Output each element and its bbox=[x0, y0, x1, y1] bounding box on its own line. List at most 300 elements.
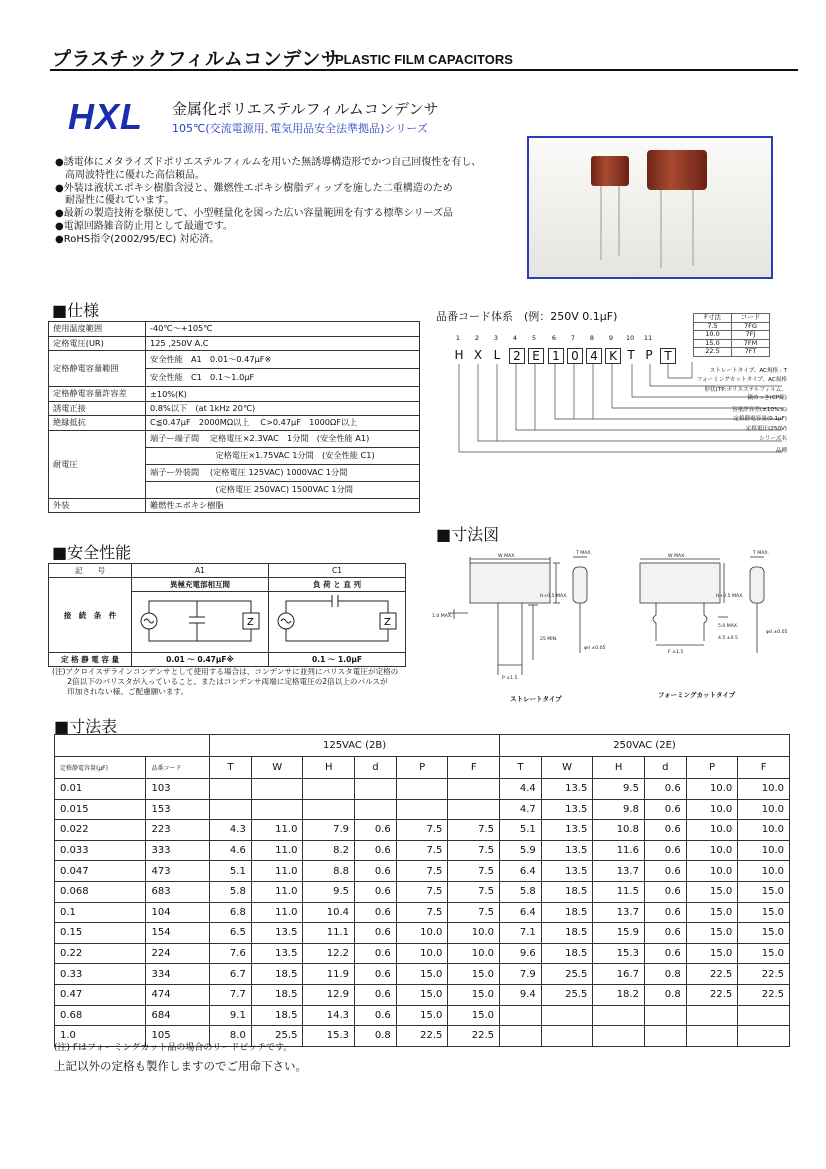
table-cell bbox=[396, 779, 448, 800]
dimension-table bbox=[54, 734, 790, 1047]
code-letter: X bbox=[473, 348, 483, 362]
dimension-drawing bbox=[428, 545, 798, 705]
position-number: 7 bbox=[570, 334, 576, 342]
spec-value: -40℃～+105℃ bbox=[146, 322, 420, 337]
table-cell: 0.6 bbox=[355, 881, 397, 902]
table-cell: 223 bbox=[146, 820, 210, 841]
table-cell: 18.5 bbox=[251, 964, 303, 985]
table-cell bbox=[541, 1026, 593, 1047]
table-cell: 10.0 bbox=[686, 861, 738, 882]
table-cell: 15.0 bbox=[686, 943, 738, 964]
code-letter: 1 bbox=[548, 348, 564, 364]
table-row bbox=[55, 984, 790, 1005]
table-cell: 7.5 bbox=[396, 881, 448, 902]
table-cell: 11.0 bbox=[251, 840, 303, 861]
table-cell: 7.5 bbox=[694, 322, 732, 331]
table-cell: 4.6 bbox=[210, 840, 252, 861]
spec-value: 難燃性エポキシ樹脂 bbox=[146, 498, 420, 513]
table-cell: 6.5 bbox=[210, 923, 252, 944]
annotation: 定格電圧(250V) bbox=[745, 426, 787, 432]
table-cell: 13.5 bbox=[541, 779, 593, 800]
code-letter: L bbox=[493, 348, 501, 362]
code-letter: T bbox=[627, 348, 635, 362]
spec-value: 定格電圧×1.75VAC 1分間 (安全性能 C1) bbox=[146, 447, 420, 464]
table-cell: 5.1 bbox=[500, 820, 542, 841]
table-cell: 7.6 bbox=[210, 943, 252, 964]
table-cell: 0.047 bbox=[55, 861, 146, 882]
table-cell: 13.5 bbox=[541, 799, 593, 820]
table-cell: 7FG bbox=[732, 322, 770, 331]
table-cell: 7.5 bbox=[448, 902, 500, 923]
table-cell: 9.1 bbox=[210, 1005, 252, 1026]
dim-label: W MAX. bbox=[668, 554, 686, 559]
table-cell: 11.9 bbox=[303, 964, 355, 985]
table-cell: 0.6 bbox=[355, 840, 397, 861]
product-name: 金属化ポリエステルフィルムコンデンサ bbox=[172, 100, 439, 118]
table-cell bbox=[303, 779, 355, 800]
table-cell: 103 bbox=[146, 779, 210, 800]
table-cell: 11.0 bbox=[251, 861, 303, 882]
table-cell: 8.8 bbox=[303, 861, 355, 882]
table-header: H bbox=[593, 757, 645, 779]
table-cell: 18.5 bbox=[541, 923, 593, 944]
table-cell: 15.0 bbox=[686, 902, 738, 923]
position-number: 6 bbox=[551, 334, 557, 342]
table-header: 接 続 条 件 bbox=[49, 578, 132, 653]
table-cell: 7FM bbox=[732, 339, 770, 348]
spec-key: 定格静電容量範囲 bbox=[49, 351, 146, 387]
table-cell: 13.5 bbox=[251, 923, 303, 944]
table-header: 250VAC (2E) bbox=[500, 735, 790, 757]
load-label: Z bbox=[384, 617, 391, 628]
table-cell bbox=[686, 1026, 738, 1047]
spec-table bbox=[48, 321, 420, 513]
table-cell: 15.0 bbox=[448, 964, 500, 985]
table-cell: 10.0 bbox=[738, 799, 790, 820]
table-row bbox=[55, 861, 790, 882]
table-row bbox=[49, 387, 420, 402]
spec-value: ±10%(K) bbox=[146, 387, 420, 402]
dim-label: T MAX. bbox=[576, 551, 592, 556]
dim-label: 25 MIN. bbox=[540, 637, 558, 642]
table-row bbox=[55, 779, 790, 800]
table-cell: 0.8 bbox=[644, 984, 686, 1005]
table-cell: 8.0 bbox=[210, 1026, 252, 1047]
table-cell: 0.6 bbox=[644, 799, 686, 820]
table-header: H bbox=[303, 757, 355, 779]
table-header: W bbox=[541, 757, 593, 779]
table-cell: 0.6 bbox=[644, 902, 686, 923]
table-cell: 7.1 bbox=[500, 923, 542, 944]
table-cell: 10.0 bbox=[686, 820, 738, 841]
table-header: d bbox=[355, 757, 397, 779]
table-cell: 473 bbox=[146, 861, 210, 882]
table-cell: 9.5 bbox=[303, 881, 355, 902]
table-cell: 10.0 bbox=[686, 799, 738, 820]
table-cell: 15.0 bbox=[396, 984, 448, 1005]
table-cell: 9.6 bbox=[500, 943, 542, 964]
spec-value: C≦0.47μF 2000MΩ以上 C>0.47μF 1000ΩF以上 bbox=[146, 416, 420, 431]
dim-label: φd ±0.05 bbox=[584, 646, 606, 651]
table-cell: 25.5 bbox=[541, 964, 593, 985]
table-cell bbox=[448, 779, 500, 800]
custom-order-note: 上記以外の定格も製作しますのでご用命下さい。 bbox=[54, 1059, 307, 1073]
table-cell bbox=[251, 799, 303, 820]
table-row bbox=[49, 416, 420, 431]
table-cell: 10.0 bbox=[694, 331, 732, 340]
table-cell: 0.022 bbox=[55, 820, 146, 841]
table-cell bbox=[210, 779, 252, 800]
spec-key: 定格静電容量許容差 bbox=[49, 387, 146, 402]
table-row bbox=[55, 943, 790, 964]
code-letter: K bbox=[605, 348, 621, 364]
table-cell: 0.6 bbox=[355, 902, 397, 923]
table-cell: 11.0 bbox=[251, 902, 303, 923]
table-cell: 15.0 bbox=[738, 902, 790, 923]
table-cell: 15.0 bbox=[738, 943, 790, 964]
table-cell: 22.5 bbox=[686, 964, 738, 985]
feature-line: ●RoHS指令(2002/95/EC) 対応済。 bbox=[55, 233, 220, 245]
table-cell: 684 bbox=[146, 1005, 210, 1026]
spec-value: 安全性能 C1 0.1～1.0μF bbox=[146, 369, 420, 387]
table-cell: 7.5 bbox=[396, 820, 448, 841]
table-cell: 18.5 bbox=[251, 1005, 303, 1026]
table-cell: 7.9 bbox=[500, 964, 542, 985]
table-row bbox=[55, 881, 790, 902]
table-cell: 8.2 bbox=[303, 840, 355, 861]
table-cell: 10.0 bbox=[738, 840, 790, 861]
table-cell: 1.0 bbox=[55, 1026, 146, 1047]
spec-key: 誘電正接 bbox=[49, 401, 146, 416]
table-cell: 11.5 bbox=[593, 881, 645, 902]
table-cell: 18.2 bbox=[593, 984, 645, 1005]
forming-type-label: フォーミングカットタイプ bbox=[658, 691, 736, 699]
spec-key: 耐電圧 bbox=[49, 430, 146, 498]
table-cell: 15.0 bbox=[694, 339, 732, 348]
table-cell: 4.7 bbox=[500, 799, 542, 820]
safety-heading: ■安全性能 bbox=[52, 543, 132, 562]
table-cell: 5.1 bbox=[210, 861, 252, 882]
table-row bbox=[55, 799, 790, 820]
table-row bbox=[49, 322, 420, 337]
table-cell: 9.8 bbox=[593, 799, 645, 820]
table-row bbox=[694, 314, 770, 323]
table-cell bbox=[686, 1005, 738, 1026]
page-title-en: PLASTIC FILM CAPACITORS bbox=[335, 52, 513, 67]
table-cell: 224 bbox=[146, 943, 210, 964]
table-row bbox=[55, 820, 790, 841]
table-row bbox=[55, 1005, 790, 1026]
table-cell: 7.5 bbox=[396, 902, 448, 923]
code-letter: P bbox=[645, 348, 653, 362]
table-cell: 15.0 bbox=[396, 964, 448, 985]
product-subtitle: 105℃(交流電源用､電気用品安全法準拠品)シリーズ bbox=[172, 122, 428, 135]
table-cell: 22.5 bbox=[694, 348, 732, 357]
spec-key: 使用温度範囲 bbox=[49, 322, 146, 337]
header-rule bbox=[50, 69, 798, 71]
position-number: 10 bbox=[625, 334, 635, 342]
table-cell: 6.8 bbox=[210, 902, 252, 923]
table-cell: 474 bbox=[146, 984, 210, 1005]
table-cell: 0.01 ～ 0.47μF※ bbox=[132, 653, 269, 667]
feature-line: ●電源回路雑音防止用として最適です。 bbox=[55, 220, 233, 232]
table-cell: 13.5 bbox=[541, 861, 593, 882]
table-header: 記 号 bbox=[49, 564, 132, 578]
dim-label: H+0.5 MAX. bbox=[540, 594, 568, 599]
table-header: F寸法 bbox=[694, 314, 732, 323]
table-cell: 15.9 bbox=[593, 923, 645, 944]
product-photo bbox=[527, 136, 773, 279]
table-cell: 0.6 bbox=[644, 820, 686, 841]
table-header: C1 bbox=[269, 564, 406, 578]
table-cell: 7.5 bbox=[448, 840, 500, 861]
table-cell: 10.0 bbox=[396, 923, 448, 944]
table-cell: 0.1 ～ 1.0μF bbox=[269, 653, 406, 667]
table-cell: 10.8 bbox=[593, 820, 645, 841]
table-cell: 10.0 bbox=[738, 779, 790, 800]
table-cell: 負 荷 と 直 列 bbox=[269, 578, 406, 592]
table-cell: 11.0 bbox=[251, 820, 303, 841]
table-cell bbox=[593, 1026, 645, 1047]
dimdrawing-heading: ■寸法図 bbox=[436, 525, 500, 544]
table-row bbox=[55, 840, 790, 861]
table-cell: 22.5 bbox=[738, 984, 790, 1005]
table-cell: 7.5 bbox=[396, 861, 448, 882]
table-cell: 0.6 bbox=[355, 1005, 397, 1026]
f-dimension-table bbox=[693, 313, 770, 357]
table-cell bbox=[738, 1026, 790, 1047]
table-cell: 15.0 bbox=[738, 881, 790, 902]
table-cell: 15.3 bbox=[593, 943, 645, 964]
table-row bbox=[55, 923, 790, 944]
spec-value: 125 ,250V A.C bbox=[146, 336, 420, 351]
table-cell: 0.15 bbox=[55, 923, 146, 944]
spec-value: (定格電圧 250VAC) 1500VAC 1分間 bbox=[146, 481, 420, 498]
dimtable-heading: ■寸法表 bbox=[54, 717, 118, 736]
straight-type-label: ストレートタイプ bbox=[510, 695, 562, 703]
table-cell bbox=[644, 1026, 686, 1047]
table-row bbox=[694, 348, 770, 357]
table-cell: 10.0 bbox=[738, 861, 790, 882]
table-cell: 5.9 bbox=[500, 840, 542, 861]
table-cell: 7.5 bbox=[396, 840, 448, 861]
table-cell: 4.3 bbox=[210, 820, 252, 841]
table-cell bbox=[500, 1026, 542, 1047]
table-cell: 7.5 bbox=[448, 820, 500, 841]
series-logo: HXL bbox=[68, 96, 143, 137]
table-header: 定 格 静 電 容 量 bbox=[49, 653, 132, 667]
table-cell: 15.0 bbox=[448, 1005, 500, 1026]
table-cell: 10.0 bbox=[738, 820, 790, 841]
table-cell: 0.47 bbox=[55, 984, 146, 1005]
table-cell: 10.0 bbox=[686, 840, 738, 861]
table-cell bbox=[251, 779, 303, 800]
table-cell: 683 bbox=[146, 881, 210, 902]
table-cell: 0.6 bbox=[644, 779, 686, 800]
table-cell: 11.6 bbox=[593, 840, 645, 861]
position-number: 9 bbox=[608, 334, 614, 342]
table-cell: 0.6 bbox=[355, 923, 397, 944]
table-cell: 0.8 bbox=[355, 1026, 397, 1047]
table-cell: 10.4 bbox=[303, 902, 355, 923]
table-cell: 15.0 bbox=[686, 923, 738, 944]
table-cell: 15.3 bbox=[303, 1026, 355, 1047]
table-cell bbox=[396, 799, 448, 820]
table-cell: 22.5 bbox=[448, 1026, 500, 1047]
table-cell: 6.4 bbox=[500, 902, 542, 923]
table-header: コード bbox=[732, 314, 770, 323]
table-row bbox=[49, 430, 420, 447]
feature-line: ●誘電体にメタライズドポリエステルフィルムを用いた無誘導構造形でかつ自己回復性を有し、 bbox=[55, 157, 482, 168]
table-header: 125VAC (2B) bbox=[210, 735, 500, 757]
table-row bbox=[55, 964, 790, 985]
spec-value: 端子ー外装間 (定格電圧 125VAC) 1000VAC 1分間 bbox=[146, 464, 420, 481]
partnumber-title: 品番コード体系 (例：250V 0.1μF) bbox=[436, 310, 618, 323]
table-cell: 25.5 bbox=[251, 1026, 303, 1047]
table-cell: 0.1 bbox=[55, 902, 146, 923]
table-cell: 22.5 bbox=[738, 964, 790, 985]
safety-table bbox=[48, 563, 406, 667]
dim-label: φd ±0.05 bbox=[766, 630, 788, 635]
table-row bbox=[49, 578, 406, 592]
spec-key: 定格電圧(UR) bbox=[49, 336, 146, 351]
annotation: 鍋めっき(CP線) bbox=[747, 395, 787, 401]
table-cell: 14.3 bbox=[303, 1005, 355, 1026]
table-row bbox=[49, 498, 420, 513]
table-cell: 0.01 bbox=[55, 779, 146, 800]
code-letter: E bbox=[528, 348, 544, 364]
table-cell: 13.5 bbox=[251, 943, 303, 964]
table-cell: 13.7 bbox=[593, 861, 645, 882]
spec-value: 0.8%以下 (at 1kHz 20℃) bbox=[146, 401, 420, 416]
safety-note: (注)アクロイスザラインコンデンサとして使用する場合は、コンデンサに並列にバリスタ電圧が定格の 2倍以下のバリスタが入っていること、またはコンデンサ両端に定格電圧の2倍以上のパルスが 印加されない様、ご配慮願います。 bbox=[52, 667, 399, 696]
table-header: T bbox=[210, 757, 252, 779]
table-cell: 12.2 bbox=[303, 943, 355, 964]
annotation: 品種 bbox=[775, 448, 787, 454]
table-cell bbox=[355, 779, 397, 800]
code-letter: T bbox=[660, 348, 676, 364]
annotation: 容量許容差(±10%:K) bbox=[731, 407, 787, 413]
table-header bbox=[55, 735, 210, 757]
table-cell: 333 bbox=[146, 840, 210, 861]
table-cell: 11.0 bbox=[251, 881, 303, 902]
position-number: 2 bbox=[474, 334, 480, 342]
table-cell: 4.4 bbox=[500, 779, 542, 800]
table-cell: 18.5 bbox=[541, 943, 593, 964]
table-row bbox=[49, 351, 420, 369]
spec-key: 絶縁抵抗 bbox=[49, 416, 146, 431]
spec-heading: ■仕様 bbox=[52, 301, 100, 320]
table-cell bbox=[448, 799, 500, 820]
table-cell: 0.68 bbox=[55, 1005, 146, 1026]
table-row bbox=[49, 653, 406, 667]
table-cell: 16.7 bbox=[593, 964, 645, 985]
code-letter: 4 bbox=[586, 348, 602, 364]
table-cell: 0.33 bbox=[55, 964, 146, 985]
table-header: d bbox=[644, 757, 686, 779]
dim-label: F ±1.5 bbox=[668, 650, 684, 655]
table-cell: 154 bbox=[146, 923, 210, 944]
annotation: 形状(TP:ポリエステルフィルム、 bbox=[704, 387, 787, 393]
table-cell: 15.0 bbox=[686, 881, 738, 902]
feature-line: ●最新の製造技術を駆使して、小型軽量化を図った広い容量範囲を有する標準シリーズ品 bbox=[55, 208, 454, 220]
table-cell bbox=[541, 1005, 593, 1026]
annotation: 定格静電容量(0.1μF) bbox=[733, 416, 787, 422]
table-cell: 18.5 bbox=[541, 902, 593, 923]
position-number: 4 bbox=[512, 334, 518, 342]
table-cell: 0.033 bbox=[55, 840, 146, 861]
table-cell: 7FT bbox=[732, 348, 770, 357]
dim-label: 5.0 MAX. bbox=[718, 624, 739, 629]
table-cell: 0.6 bbox=[644, 840, 686, 861]
c1-circuit bbox=[269, 592, 406, 653]
position-number: 1 bbox=[455, 334, 461, 342]
table-cell: 0.6 bbox=[355, 943, 397, 964]
table-cell: 0.6 bbox=[355, 964, 397, 985]
table-cell: 15.0 bbox=[396, 1005, 448, 1026]
table-cell: 6.7 bbox=[210, 964, 252, 985]
table-row bbox=[49, 564, 406, 578]
dimension-table-body bbox=[55, 779, 790, 1047]
page-title: プラスチックフィルムコンデンサ bbox=[52, 48, 341, 70]
table-row bbox=[49, 336, 420, 351]
table-cell: 12.9 bbox=[303, 984, 355, 1005]
table-cell: 15.0 bbox=[738, 923, 790, 944]
table-cell: 5.8 bbox=[500, 881, 542, 902]
code-letter: 0 bbox=[567, 348, 583, 364]
table-cell bbox=[738, 1005, 790, 1026]
dim-label: H+0.5 MAX. bbox=[716, 594, 744, 599]
table-cell: 5.8 bbox=[210, 881, 252, 902]
table-cell: 25.5 bbox=[541, 984, 593, 1005]
position-number: 8 bbox=[589, 334, 595, 342]
feature-list bbox=[55, 157, 525, 247]
position-number: 5 bbox=[531, 334, 537, 342]
table-cell: 0.015 bbox=[55, 799, 146, 820]
spec-key: 外装 bbox=[49, 498, 146, 513]
table-row bbox=[55, 735, 790, 757]
table-cell: 9.5 bbox=[593, 779, 645, 800]
position-number: 11 bbox=[643, 334, 653, 342]
table-header: T bbox=[500, 757, 542, 779]
dim-label: P ±1.5 bbox=[502, 676, 518, 681]
table-header: 品番コード bbox=[146, 757, 210, 779]
dimtable-note: (注) Fはフォーミングカット品の場合のリードピッチです。 bbox=[54, 1043, 293, 1053]
table-header: W bbox=[251, 757, 303, 779]
table-cell: 異極充電部相互間 bbox=[132, 578, 269, 592]
annotation: ストレートタイプ、AC規格 : T bbox=[709, 368, 787, 374]
code-letter: H bbox=[454, 348, 464, 362]
table-cell: 0.6 bbox=[644, 861, 686, 882]
feature-line: 高周波特性に優れた高信頼品。 bbox=[55, 169, 205, 181]
table-header: 定格静電容量(μF) bbox=[55, 757, 146, 779]
feature-line: ●外装は液状エポキシ樹脂含浸と、難燃性エポキシ樹脂ディップを施した二重構造のため bbox=[55, 182, 453, 194]
table-header: A1 bbox=[132, 564, 269, 578]
a1-circuit bbox=[132, 592, 269, 653]
table-cell: 7.7 bbox=[210, 984, 252, 1005]
annotation: フォーミングカットタイプ、AC規格 bbox=[696, 377, 787, 383]
table-cell: 0.8 bbox=[644, 964, 686, 985]
dim-label: W MAX. bbox=[498, 554, 516, 559]
table-cell: 7.9 bbox=[303, 820, 355, 841]
table-cell: 105 bbox=[146, 1026, 210, 1047]
table-header: F bbox=[738, 757, 790, 779]
table-cell: 6.4 bbox=[500, 861, 542, 882]
table-cell: 18.5 bbox=[251, 984, 303, 1005]
table-cell: 13.7 bbox=[593, 902, 645, 923]
table-cell: 0.6 bbox=[644, 943, 686, 964]
table-cell bbox=[644, 1005, 686, 1026]
